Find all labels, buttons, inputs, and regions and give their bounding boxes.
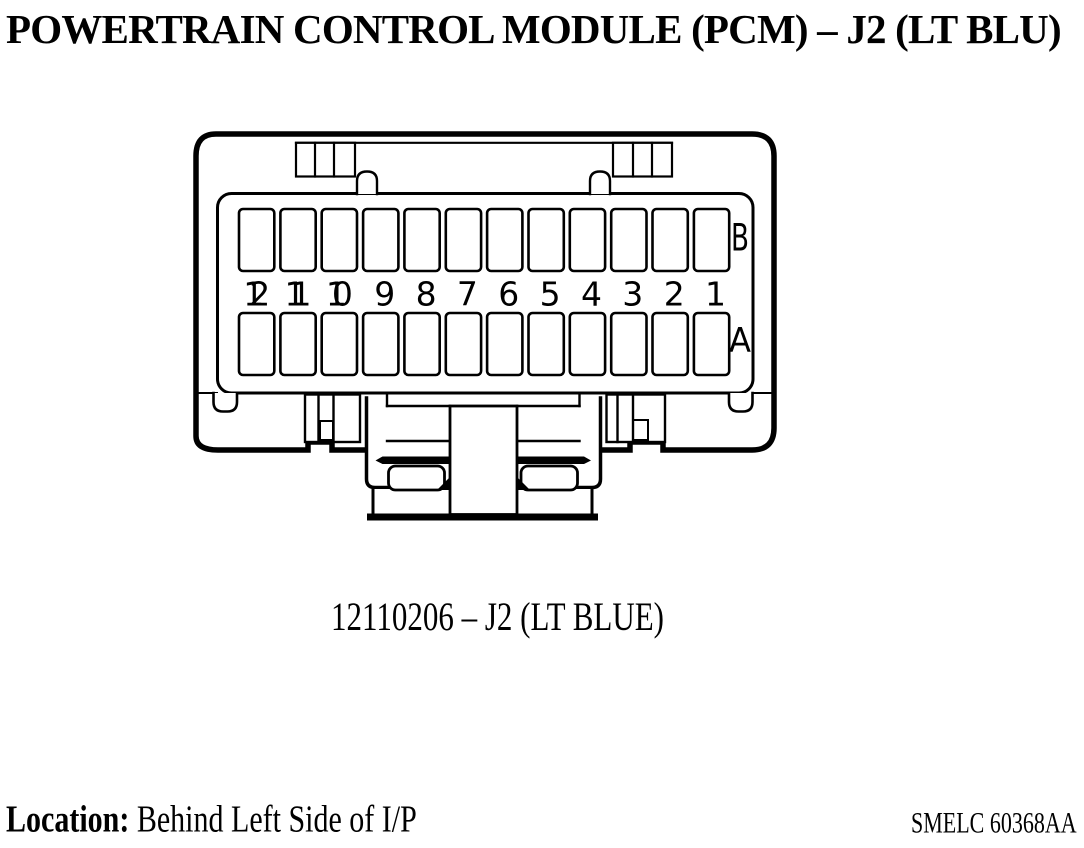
keying-bump-right xyxy=(590,172,610,195)
pin-number: 12 xyxy=(243,274,271,314)
pin-cavity xyxy=(611,313,646,375)
pin-cavity xyxy=(404,209,439,271)
pin-cavity xyxy=(529,209,564,271)
pin-number: 9 xyxy=(374,274,396,314)
pin-cavity xyxy=(322,209,357,271)
connector-caption: 12110206 – J2 (LT BLUE) xyxy=(331,593,664,640)
u-channel-right xyxy=(729,393,753,412)
pin-number: 8 xyxy=(415,274,437,314)
pin-cavity xyxy=(363,313,398,375)
pin-number: 10 xyxy=(325,274,353,314)
pin-number: 11 xyxy=(284,274,312,314)
pin-cavity xyxy=(694,313,729,375)
pin-number: 1 xyxy=(705,274,726,314)
pin-cavity xyxy=(239,313,274,375)
pin-cavity xyxy=(404,313,439,375)
pin-cavity xyxy=(280,313,315,375)
page-title: POWERTRAIN CONTROL MODULE (PCM) – J2 (LT BLU) xyxy=(6,6,1061,52)
pin-cavity xyxy=(611,209,646,271)
pin-cavity xyxy=(280,209,315,271)
pin-cavity xyxy=(322,313,357,375)
pin-number: 3 xyxy=(622,274,644,314)
latch-housing xyxy=(367,394,601,517)
row-label-b: B xyxy=(731,216,749,260)
latch-beam xyxy=(450,406,517,515)
bottom-latch-left xyxy=(305,395,360,443)
pin-cavity xyxy=(363,209,398,271)
location-value: Behind Left Side of I/P xyxy=(129,798,417,841)
pin-number: 6 xyxy=(498,274,520,314)
pin-cavity xyxy=(239,209,274,271)
top-latch-left xyxy=(296,143,355,177)
top-latch-right xyxy=(613,143,672,177)
pin-number: 7 xyxy=(456,274,478,314)
pin-cavity xyxy=(529,313,564,375)
pin-cavity xyxy=(446,313,481,375)
pin-cavity xyxy=(487,209,522,271)
location-label: Location: xyxy=(6,798,130,841)
bottom-latch-right xyxy=(607,395,666,443)
pin-cavity xyxy=(570,313,605,375)
reference-code: SMELC 60368AA xyxy=(911,805,1077,840)
location-line xyxy=(6,798,417,841)
keying-bump-left xyxy=(357,172,377,195)
pin-cavity xyxy=(653,209,688,271)
row-label-a: A xyxy=(729,321,751,361)
connector-line-art xyxy=(196,134,774,517)
pin-cavity xyxy=(487,313,522,375)
pin-number: 5 xyxy=(539,274,561,314)
pin-cavity xyxy=(446,209,481,271)
pin-number: 4 xyxy=(581,274,602,314)
u-channel-left xyxy=(214,393,238,412)
pin-cavity xyxy=(653,313,688,375)
pin-number: 2 xyxy=(663,274,685,314)
pin-cavity xyxy=(570,209,605,271)
pin-cavity xyxy=(694,209,729,271)
